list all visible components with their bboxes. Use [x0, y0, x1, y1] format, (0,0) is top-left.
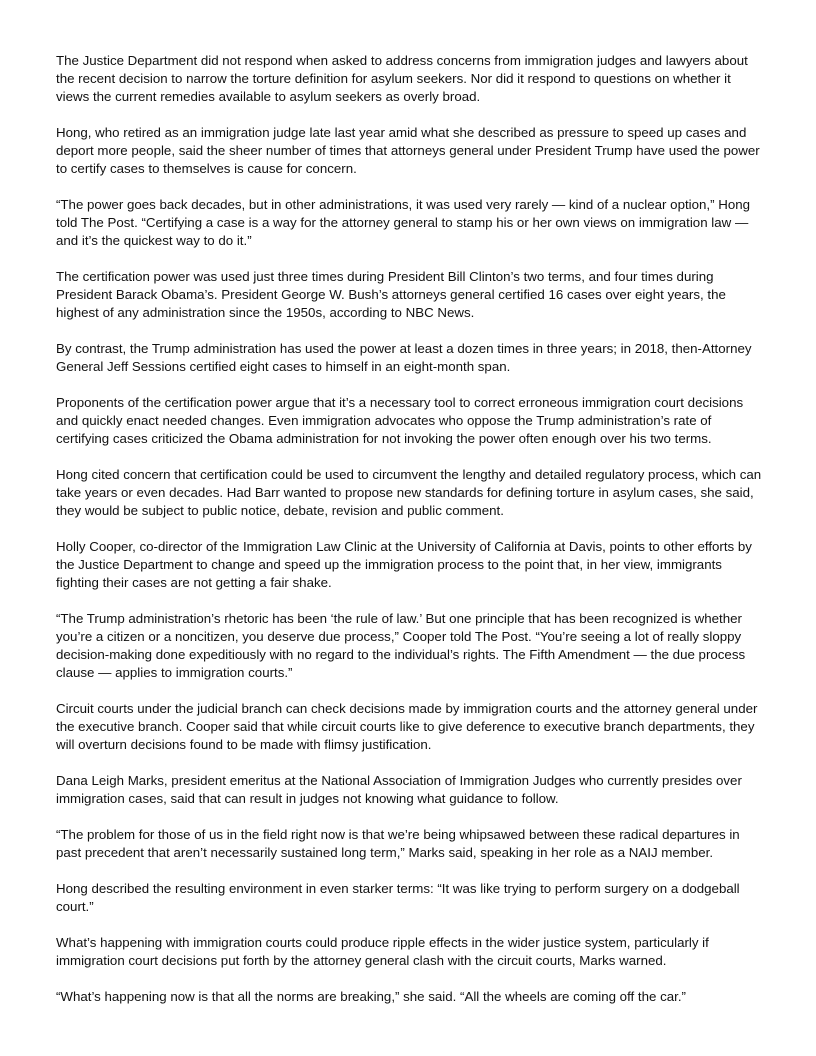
paragraph-12: “The problem for those of us in the field right now is that we’re being whipsawed between these radical departures in past precedent that aren’t necessarily sustained long term,” Marks said, speaking in her role as a NAIJ member.	[56, 827, 740, 860]
paragraph-6: Proponents of the certification power argue that it’s a necessary tool to correct erroneous immigration court decisions and quickly enact needed changes. Even immigration advocates who oppose the Trump administration’s rate of certifying cases criticized the Obama administration for not invoking the power often enough over his two terms.	[56, 395, 744, 446]
paragraph-2: Hong, who retired as an immigration judge late last year amid what she described as pressure to speed up cases and deport more people, said the sheer number of times that attorneys general under President Trump have used the power to certify cases to themselves is cause for concern.	[56, 125, 760, 176]
paragraph-15: “What’s happening now is that all the norms are breaking,” she said. “All the wheels are coming off the car.”	[56, 989, 686, 1004]
document-page	[56, 52, 762, 1006]
paragraph-4: The certification power was used just three times during President Bill Clinton’s two terms, and four times during President Barack Obama’s. President George W. Bush’s attorneys general certified 16 cases over eight years, the highest of any administration since the 1950s, according to NBC News.	[56, 269, 726, 320]
paragraph-9: “The Trump administration’s rhetoric has been ‘the rule of law.’ But one principle that has been recognized is whether you’re a citizen or a noncitizen, you deserve due process,” Cooper told The Post. “You’re seeing a lot of really sloppy decision-making done expeditiously with no regard to the individual’s rights. The Fifth Amendment — the due process clause — applies to immigration courts.”	[56, 611, 746, 680]
paragraph-8: Holly Cooper, co-director of the Immigration Law Clinic at the University of California at Davis, points to other efforts by the Justice Department to change and speed up the immigration process to the point that, in her view, immigrants fighting their cases are not getting a fair shake.	[56, 539, 752, 590]
paragraph-3: “The power goes back decades, but in other administrations, it was used very rarely — kind of a nuclear option,” Hong told The Post. “Certifying a case is a way for the attorney general to stamp his or her own views on immigration law — and it’s the quickest way to do it.”	[56, 197, 751, 248]
paragraph-7: Hong cited concern that certification could be used to circumvent the lengthy and detailed regulatory process, which can take years or even decades. Had Barr wanted to propose new standards for defining torture in asylum cases, she said, they would be subject to public notice, debate, revision and public comment.	[56, 467, 762, 518]
paragraph-10: Circuit courts under the judicial branch can check decisions made by immigration courts and the attorney general under the executive branch. Cooper said that while circuit courts like to give deference to executive branch departments, they will overturn decisions found to be made with flimsy justification.	[56, 701, 758, 752]
paragraph-1: The Justice Department did not respond when asked to address concerns from immigration judges and lawyers about the recent decision to narrow the torture definition for asylum seekers. Nor did it respond to questions on whether it views the current remedies available to asylum seekers as overly broad.	[56, 53, 748, 104]
paragraph-5: By contrast, the Trump administration has used the power at least a dozen times in three years; in 2018, then-Attorney General Jeff Sessions certified eight cases to himself in an eight-month span.	[56, 341, 752, 374]
paragraph-13: Hong described the resulting environment in even starker terms: “It was like trying to perform surgery on a dodgeball court.”	[56, 881, 740, 914]
paragraph-14: What’s happening with immigration courts could produce ripple effects in the wider justice system, particularly if immigration court decisions put forth by the attorney general clash with the circuit courts, Marks warned.	[56, 935, 709, 968]
paragraph-11: Dana Leigh Marks, president emeritus at the National Association of Immigration Judges who currently presides over immigration cases, said that can result in judges not knowing what guidance to follow.	[56, 773, 742, 806]
